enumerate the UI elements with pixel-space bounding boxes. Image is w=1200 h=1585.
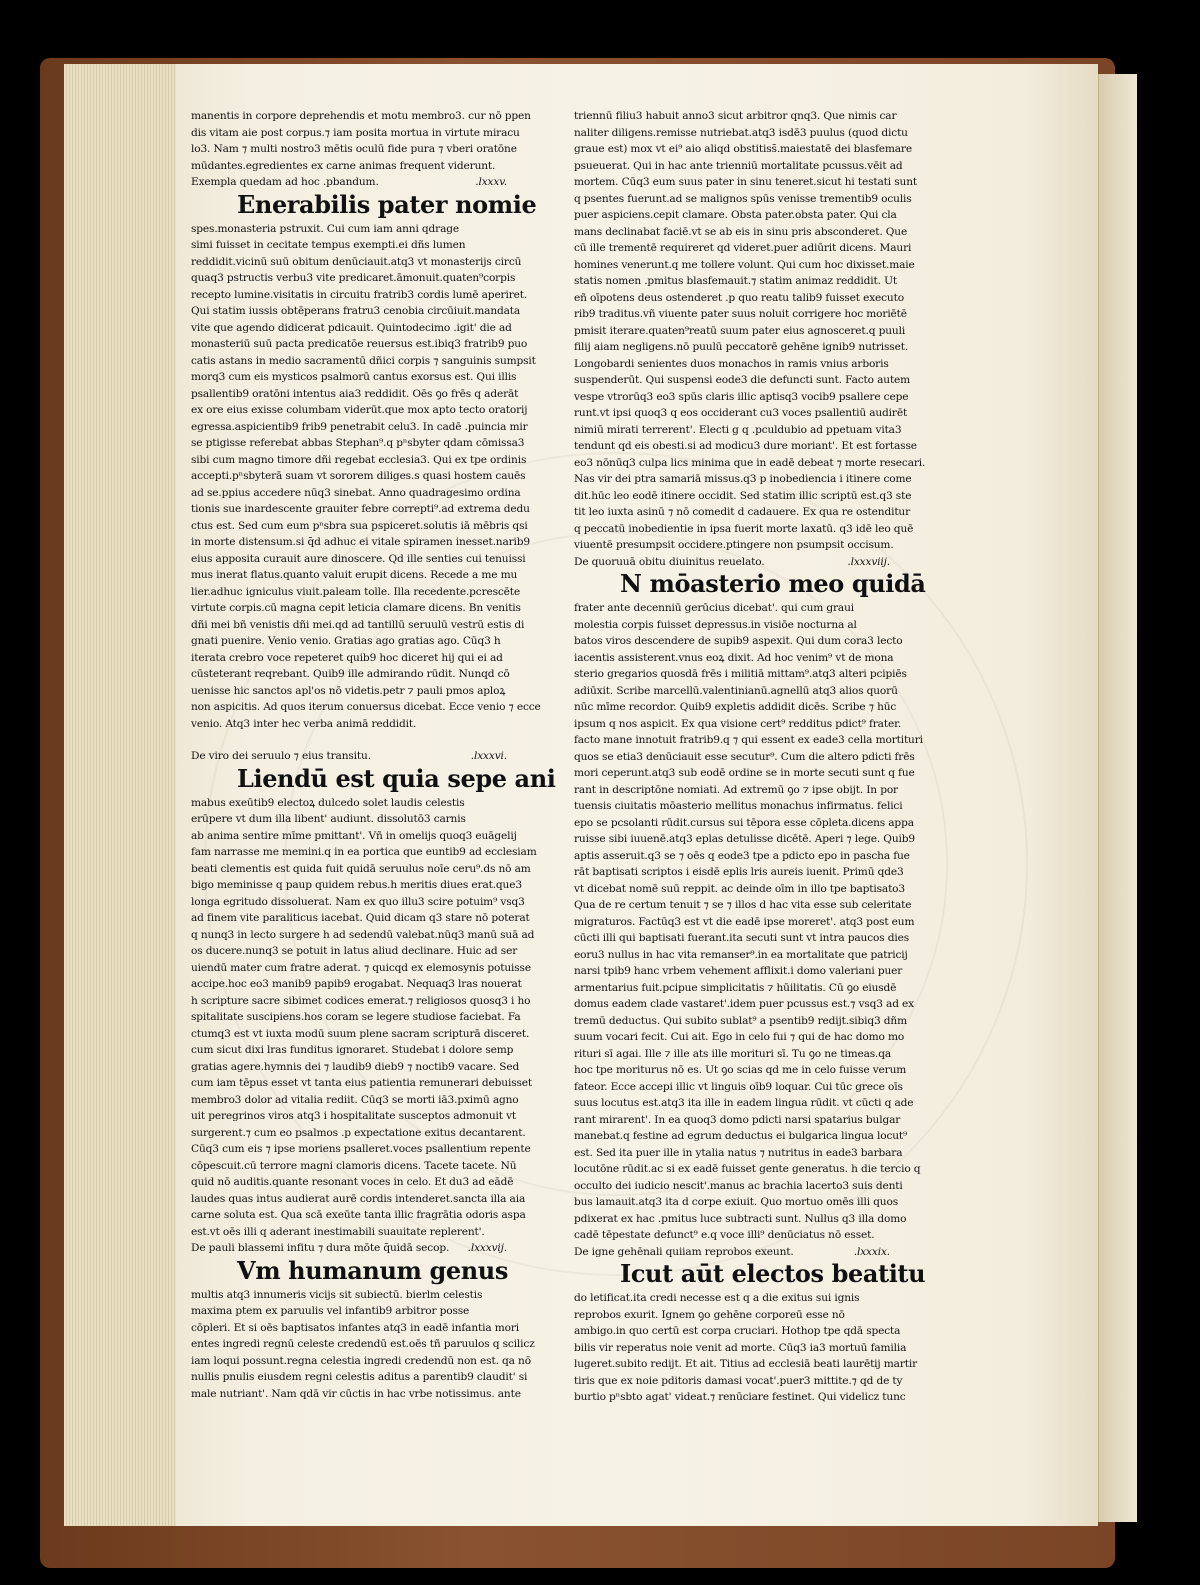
text-line: locutōne rūdit.ac si ex eadē fuisset gente generatus. h die tercio q — [574, 1163, 921, 1175]
text-line: q nunq3 in lecto surgere h ad sedendū valebat.nūq3 manū suā ad — [191, 928, 535, 941]
chapter-number: .lxxxviij. — [847, 555, 890, 568]
rubric-text: De pauli blassemi infitu ⁊ dura mōte q̄uidā secop. — [191, 1242, 450, 1254]
text-line: fateor. Ecce accepi illic vt linguis oīb9 loquar. Cui tūc grece oīs — [574, 1080, 903, 1093]
text-line: fam narrasse me memini.q in ea portica que euntib9 ad ecclesiam — [191, 846, 537, 858]
text-block — [574, 108, 926, 554]
text-line: venio. Atq3 inter hec verba animā reddidit. — [191, 717, 417, 730]
text-line: surgerent.⁊ cum eo psalmos .p expectatione exitus decantarent. — [191, 1126, 526, 1139]
text-line: eoru3 nullus in hac vita remanser⁹.in ea mortalitate que patricij — [574, 948, 908, 961]
text-line: gnati puenire. Venio venio. Gratias ago gratias ago. Cūq3 h — [191, 635, 501, 647]
text-line: mori ceperunt.atq3 sub eodē ordine se in morte secuti sunt q fue — [574, 767, 915, 779]
text-line: uit peregrinos viros atq3 i hospitalitate susceptos admonuit vt — [191, 1110, 517, 1122]
text-line: rib9 traditus.vñ viuente pater suus noluit corrigere hoc moriētē — [574, 308, 907, 320]
text-line: est.vt oēs illi q aderant inestimabili suauitate replerent'. — [191, 1225, 485, 1238]
text-line: spitalitate suscipiens.hos coram se legere studiose faciebat. Fa — [191, 1011, 521, 1023]
text-line: batos viros descendere de supib9 aspexit. Qui dum cora3 lecto — [574, 635, 903, 647]
text-line: graue est) mox vt ei⁹ aio aliqd obstitiss̄.maiestatē dei blasfemare — [574, 143, 912, 155]
text-line: pmisit iterare.quaten⁹reatū suum pater eius agnosceret.q puuli — [574, 324, 906, 337]
text-line: mūdantes.egredientes ex carne animas frequent viderunt. — [191, 159, 496, 172]
text-line: simi fuisset in cecitate tempus exempti.ei dñs lumen — [191, 239, 466, 251]
text-line: quos se etia3 denūciauit esse secutur⁹. Cum die altero pdicti frēs — [574, 750, 915, 763]
text-line: q peccatū inobedientie in ipsa fuerit morte laxatū. q3 idē leo quē — [574, 522, 914, 535]
text-line: do letificat.ita credi necesse est q a die exitus sui ignis — [574, 1292, 860, 1304]
text-line: eñ oīpotens deus ostenderet .p quo reatu talib9 fuisset executo — [574, 291, 904, 304]
text-line: viuentē presumpsit occidere.ptingere non psumpsit occisum. — [574, 539, 894, 551]
text-line: catis astans in medio sacramentū dñici corpis ⁊ sanguinis sumpsit — [191, 354, 536, 367]
text-line: Qui statim iussis obtēperans fratru3 cenobia circūiuit.mandata — [191, 305, 521, 317]
rubric-text: Exempla quedam ad hoc .pbandum. — [191, 176, 379, 188]
text-line: adiūxit. Scribe marcellū.valentinianū.agnellū atq3 alios quorū — [574, 684, 898, 697]
chapter-heading: Vm humanum genus — [237, 1255, 508, 1285]
text-line: runt.vt ipsi quoq3 q eos occiderant cu3 voces psallentiū audirēt — [574, 407, 908, 419]
text-line: cūcti illi qui baptisati fuerant.ita secuti sunt vt intra paucos dies — [574, 932, 910, 944]
text-line: reddidit.vicinū suū obitum denūciauit.atq3 vt monasterijs circū — [191, 255, 522, 268]
text-line: cum iam tēpus esset vt tanta eius patientia remunerari debuisset — [191, 1077, 532, 1089]
chapter-heading: Liendū est quia sepe ani — [237, 763, 556, 793]
rubric-text: De igne gehēnali quiiam reprobos exeunt. — [574, 1245, 794, 1258]
text-line: lo3. Nam ⁊ multi nostro3 mētis oculū fide pura ⁊ vberi oratōne — [191, 143, 517, 155]
text-line: quaq3 pstructis verbu3 vite predicaret.āmonuit.quaten⁹corpis — [191, 272, 516, 284]
text-line: recepto lumine.visitatis in circuitu fratrib3 cordis lumē aperiret. — [191, 288, 528, 301]
text-block — [191, 221, 541, 733]
text-line: bilis vir reperatus noie venit ad morte. Cūq3 ia3 mortuū familia — [574, 1341, 907, 1354]
text-line: Qua de re certum tenuit ⁊ se ⁊ illos d hac vita esse sub celeritate — [574, 899, 912, 911]
text-line: frater ante decenniū gerūcius dicebat'. qui cum graui — [574, 602, 854, 614]
chapter-number: .lxxxvi. — [470, 750, 507, 762]
chapter-heading: Enerabilis pater nomie — [237, 189, 537, 219]
text-line: suus locutus est.atq3 ita ille in eadem lingua rūdit. vt cūcti q ade — [574, 1097, 914, 1109]
text-line: cōpleri. Et si oēs baptisatos infantes atq3 in eadē infantia mori — [191, 1321, 520, 1334]
text-line: carne soluta est. Qua scā exeūte tanta illic fragrātia odoris aspa — [191, 1209, 526, 1221]
text-line: maxima ptem ex paruulis vel infantib9 arbitror posse — [191, 1305, 470, 1317]
text-line: iacentis assisterent.vnus eoꝝ dixit. Ad hoc venim⁹ vt de mona — [574, 651, 894, 664]
text-line: ctumq3 est vt iuxta modū suum plene sacram scripturā disceret. — [191, 1027, 530, 1040]
text-line: uiendū mater cum fratre aderat. ⁊ quicqd ex elemosynis potuisse — [191, 961, 531, 974]
text-line: vite que agendo didicerat pdicauit. Quintodecimo .igit' die ad — [191, 321, 512, 334]
text-line: suspenderūt. Qui suspensi eode3 die defuncti sunt. Facto autem — [574, 374, 911, 386]
text-block — [191, 1287, 535, 1403]
text-line: bus lamauit.atq3 ita d corpe exiuit. Quo mortuo omēs illi quos — [574, 1196, 898, 1208]
text-line: statis nomen .pmitus blasfemauit.⁊ statim animaz reddidit. Ut — [574, 275, 897, 287]
text-line: hoc tpe moriturus nō es. Ut ꝯo scias qd me in celo fuisse verum — [574, 1064, 907, 1076]
text-line: egressa.aspicientib9 frib9 penetrabit celu3. In cadē .puincia mir — [191, 420, 528, 433]
text-line: narsi tpib9 hanc vrbem vehement afflixit.i domo valeriani puer — [574, 965, 903, 977]
text-line: molestia corpis fuisset depressus.in visiōe nocturna al — [574, 618, 857, 631]
chapter-heading: N mōasterio meo quidā — [620, 569, 926, 598]
text-line: tit leo iuxta asinū ⁊ nō comedit d cadauere. Ex qua re ostenditur — [574, 506, 911, 518]
text-line: os ducere.nunq3 se potuit in latus aliud declinare. Huic ad ser — [191, 945, 518, 957]
text-line: ex ore eius exisse columbam viderūt.que mox apto tecto oratorij — [191, 404, 528, 416]
rubric-text: De quoruuā obitu diuinitus reuelato. — [574, 555, 765, 568]
text-line: ruisse sibi iuuenē.atq3 eplas detulisse dicētē. Aperi ⁊ lege. Quib9 — [574, 833, 915, 845]
text-line: non aspicitis. Ad quos iterum conuersus dicebat. Ecce venio ⁊ ecce — [191, 701, 541, 713]
text-line: tionis sue inardescente grauiter febre correpti⁹.ad extrema dedu — [191, 503, 530, 515]
text-line: monasteriū suū pacta predicatōe reuersus est.ibiq3 fratrib9 puo — [191, 338, 528, 350]
text-line: ctus est. Sed cum eum pⁿsbra sua pspiceret.solutis iā mēbris qsi — [191, 519, 528, 532]
text-line: membro3 dolor ad vitalia rediit. Cūq3 se morti iā3.pximū agno — [191, 1093, 519, 1106]
chapter-number: .lxxxix. — [853, 1245, 890, 1258]
text-line: rituri sī agai. Ille ⁊ ille ats ille morituri sī. Tu ꝯo ne timeas.qa — [574, 1047, 892, 1060]
text-line: cum sicut dixi lras funditus ignoraret. Studebat i dolore semp — [191, 1044, 514, 1056]
text-line: suum vocari fecit. Cui ait. Ego in celo fui ⁊ qui de hac domo mo — [574, 1031, 905, 1043]
left-column — [191, 108, 556, 1402]
chapter-number: .lxxxvij. — [467, 1242, 507, 1254]
text-line: tremū deductus. Qui subito sublat⁹ a psentib9 redijt.sibiq3 dñm — [574, 1014, 908, 1027]
text-line: se ptigisse referebat abbas Stephan⁹.q pⁿsbyter qdam cōmissa3 — [191, 437, 525, 449]
text-line: domus eadem clade vastaret'.idem puer pcussus est.⁊ vsq3 ad ex — [574, 998, 914, 1010]
text-line: cōpescuit.cū terrore magni clamoris dicens. Tacete tacete. Nū — [191, 1159, 517, 1172]
text-line: uenisse hic sanctos apl'os nō videtis.petr ⁊ pauli pmos aploꝝ — [191, 684, 506, 697]
text-line: spes.monasteria pstruxit. Cui cum iam anni qdrage — [191, 222, 459, 235]
text-line: cadē tēpestate defunct⁹ e.q voce illi⁹ denūciatus nō esset. — [574, 1229, 875, 1241]
text-line: homines venerunt.q me tollere volunt. Qui cum hoc dixisset.maie — [574, 258, 915, 271]
chapter-rubric — [574, 554, 890, 571]
text-line: filij aiam negligens.nō puulū peccatorē gehēne ignib9 nutrisset. — [574, 341, 909, 353]
text-line: lier.adhuc igniculus viuit.paleam tolle. Illa recedente.pcrescēte — [191, 585, 521, 598]
text-line: manentis in corpore deprehendis et motu membro3. cur nō ppen — [191, 110, 531, 122]
text-line: dis vitam aie post corpus.⁊ iam posita mortua in virtute miracu — [191, 126, 520, 139]
text-line: in morte distensum.si q̄d adhuc ei vitale spiramen inesset.narib9 — [191, 536, 531, 548]
text-line: mans declinabat faciē.vt se ab eis in sinu pris absconderet. Que — [574, 225, 908, 238]
text-line: naliter diligens.remisse nutriebat.atq3 isdē3 puulus (quod dictu — [574, 126, 908, 139]
text-block — [574, 1290, 917, 1406]
text-line: manebat.q festine ad egrum deductus ei bulgarica lingua locut⁹ — [574, 1130, 908, 1142]
text-block — [574, 600, 923, 1244]
facing-page-edge — [1098, 74, 1137, 1522]
text-line: tendunt qd eis obesti.si ad modicu3 dure moriant'. Et est fortasse — [574, 440, 917, 452]
text-line: morq3 cum eis mysticos psalmorū cantus exorsus est. Qui illis — [191, 371, 517, 383]
text-line: triennū filiu3 habuit anno3 sicut arbitror qnq3. Que nimis car — [574, 110, 897, 122]
text-line: sibi cum magno timore dñi regebat ecclesia3. Qui ex tpe ordinis — [191, 453, 527, 466]
right-column — [574, 108, 926, 1406]
text-line: Nas vir dei ptra samariā missus.q3 p inobediencia i itinere come — [574, 473, 912, 485]
text-line: virtute corpis.cū magna cepit leticia clamare dicens. Bn venitis — [191, 602, 521, 614]
text-block-top — [191, 108, 531, 174]
text-line: tuensis ciuitatis mōasterio mellitus monachus infirmatus. felici — [574, 800, 903, 812]
text-line: dñi mei bñ venistis dñi mei.qd ad tantillū seruulū vestrū estis di — [191, 618, 525, 631]
text-line: est. Sed ita puer ille in ytalia natus ⁊ nutritus in eade3 barbara — [574, 1146, 903, 1159]
text-line: dit.hūc leo eodē itinere occidit. Sed statim illic scriptū est.q3 ste — [574, 489, 912, 502]
text-line: Cūq3 cum eis ⁊ ipse moriens psalleret.voces psallentium repente — [191, 1143, 531, 1155]
text-line: epo se pcsolanti rūdit.cursus sui tēpora esse cōpleta.dicens appa — [574, 816, 914, 829]
chapter-rubric — [191, 174, 507, 191]
text-block — [191, 795, 537, 1241]
text-line: occulto dei iudicio nescit'.manus ac brachia lacerto3 suis denti — [574, 1179, 903, 1192]
text-line: mortem. Cūq3 eum suus pater in sinu teneret.sicut hi testati sunt — [574, 176, 917, 188]
text-line: ad se.ppius accedere nūq3 sinebat. Anno quadragesimo ordina — [191, 486, 521, 499]
text-line: eius apposita curauit aure dinoscere. Qd ille senties cui tenuissi — [191, 552, 526, 565]
chapter-heading: Icut aūt electos beatitu — [620, 1259, 926, 1288]
text-line: q psentes fuerunt.ad se malignos spūs venisse trementib9 oculis — [574, 192, 912, 205]
text-line: nullis pnulis eiusdem regni celestis aditus a parentib9 claudit' si — [191, 1371, 528, 1383]
rubric-text: De viro dei seruulo ⁊ eius transitu. — [191, 750, 371, 762]
text-line: psueuerat. Qui in hac ante trienniū mortalitate pcussus.vēit ad — [574, 159, 903, 172]
chapter-rubric — [191, 748, 507, 765]
text-line: burtio pⁿsbto agat' videat.⁊ renūciare festinet. Qui videlicz tunc — [574, 1391, 906, 1403]
text-line: armentarius fuit.pcipue simplicitatis ⁊ hūilitatis. Cū ꝯo eiusdē — [574, 981, 897, 994]
text-line: rāt baptisati scriptos i eisdē eplis lris aureis iuenit. Primū qde3 — [574, 866, 904, 878]
text-line: iam loqui possunt.regna celestia ingredi credendū non est. qa nō — [191, 1354, 531, 1367]
text-line: accipe.hoc eo3 manib9 papib9 erogabat. Nequaq3 lras nouerat — [191, 978, 522, 990]
text-line: rant mirarent'. In ea quoq3 domo pdicti narsi spatarius bulgar — [574, 1113, 901, 1126]
text-line: bigo meminisse q paup quidem rebus.h meritis diues erat.que3 — [191, 879, 522, 891]
text-line: accepti.pⁿsbyterā suam vt sororem diliges.s quasi hostem cauēs — [191, 470, 526, 482]
text-line: puer aspiciens.cepit clamare. Obsta pater.obsta pater. Qui cla — [574, 209, 897, 221]
text-line: beati clementis est quida fuit quidā seruulus noīe ceru⁹.ds nō am — [191, 862, 531, 875]
text-line: ad finem vite paraliticus iacebat. Quid dicam q3 stare nō poterat — [191, 912, 530, 924]
text-line: vt dicebat nomē suū reppit. ac deinde oīm in illo tpe baptisato3 — [574, 882, 906, 895]
text-line: entes ingredi regnū celeste credendū est.oēs tñ paruulos q scilicz — [191, 1338, 535, 1350]
chapter-rubric — [574, 1244, 890, 1261]
text-line: gratias agere.hymnis dei ⁊ laudib9 dieb9 ⁊ noctib9 vacare. Sed — [191, 1060, 520, 1073]
text-line: vespe vtrorūq3 eo3 spūs claris illic aptisq3 vocib9 psallere cepe — [574, 390, 909, 403]
text-line: reprobos exurit. Ignem ꝯo gehēne corporeū esse nō — [574, 1308, 845, 1321]
text-line: ipsum q nos aspicit. Ex qua visione cert⁹ redditus pdict⁹ frater. — [574, 717, 902, 730]
text-line: nimiū mirati terrerent'. Electi g q .pculdubio ad ppetuam vita3 — [574, 423, 902, 436]
text-line: h scripture sacre sibimet codices emerat.⁊ religiosos quosq3 i ho — [191, 994, 531, 1007]
text-line: quid nō auditis.quante resonant voces in celo. Et du3 ad eādē — [191, 1176, 514, 1188]
text-line: iterata crebro voce repeteret quib9 hoc diceret hij qui ei ad — [191, 651, 503, 664]
text-line: aptis asseruit.q3 se ⁊ oēs q eode3 tpe a pdicto epo in pascha fue — [574, 849, 910, 862]
text-line: mabus exeūtib9 electoꝝ dulcedo solet laudis celestis — [191, 796, 465, 809]
text-line: nūc mīme recordor. Quib9 expletis addidit dicēs. Scribe ⁊ hūc — [574, 701, 897, 713]
text-line: rant in descriptōne nomiati. Ad extremū ꝯo ⁊ ipse obijt. In por — [574, 783, 898, 796]
text-line: tiris que ex noie pditoris damasi vocat'.puer3 mittite.⁊ qd de ty — [574, 1374, 903, 1387]
text-line: eo3 nōnūq3 culpa lics minima que in eadē debeat ⁊ morte resecari. — [574, 456, 926, 469]
text-line: ab anima sentire mīme pmittant'. Vñ in omelijs quoq3 euāgelij — [191, 829, 517, 842]
text-line: ambigo.in quo certū est corpa cruciari. Hothop tpe qdā specta — [574, 1325, 901, 1337]
text-line: male nutriant'. Nam qdā vir cūctis in hac vrbe notissimus. ante — [191, 1387, 521, 1400]
text-line: cūsteterant reqrebant. Quib9 ille admirando rūdit. Nunqd cō — [191, 668, 510, 680]
text-line: Longobardi senientes duos monachos in ramis vnius arboris — [574, 357, 889, 370]
text-line: psallentib9 oratōni intentus aia3 reddidit. Oēs ꝯo frēs q aderāt — [191, 387, 519, 400]
text-line: lugeret.subito redijt. Et ait. Titius ad ecclesiā beati laurētij martir — [574, 1358, 917, 1370]
chapter-rubric — [191, 1240, 507, 1257]
text-line: mus inerat flatus.quanto valuit erupit dicens. Recede a me mu — [191, 569, 518, 581]
page-edges — [64, 64, 182, 1526]
text-line: longa egritudo dissoluerat. Nam ex quo illu3 scire potuim⁹ vsq3 — [191, 895, 525, 908]
text-line: laudes quas intus audierat aurē cordis intenderet.sancta illa aia — [191, 1192, 526, 1205]
text-line: sterio gregarios quosdā frēs i militiā mittam⁹.atq3 alteri pcipiēs — [574, 668, 907, 680]
text-line: cū ille trementē requireret qd videret.puer adiūrit dicens. Mauri — [574, 242, 912, 254]
text-line: erūpere vt dum illa libent' audiunt. dissolutō3 carnis — [191, 813, 466, 825]
text-line: pdixerat ex hac .pmitus luce subtracti sunt. Nullus q3 illa domo — [574, 1212, 907, 1225]
text-line: facto mane innotuit fratrib9.q ⁊ qui essent ex eade3 cella mortituri — [574, 734, 923, 746]
text-line: migraturos. Factūq3 est vt die eadē ipse moreret'. atq3 post eum — [574, 915, 915, 928]
chapter-number: .lxxxv. — [475, 176, 507, 188]
text-line: multis atq3 innumeris vicijs sit subiectū. bierlm celestis — [191, 1288, 483, 1301]
